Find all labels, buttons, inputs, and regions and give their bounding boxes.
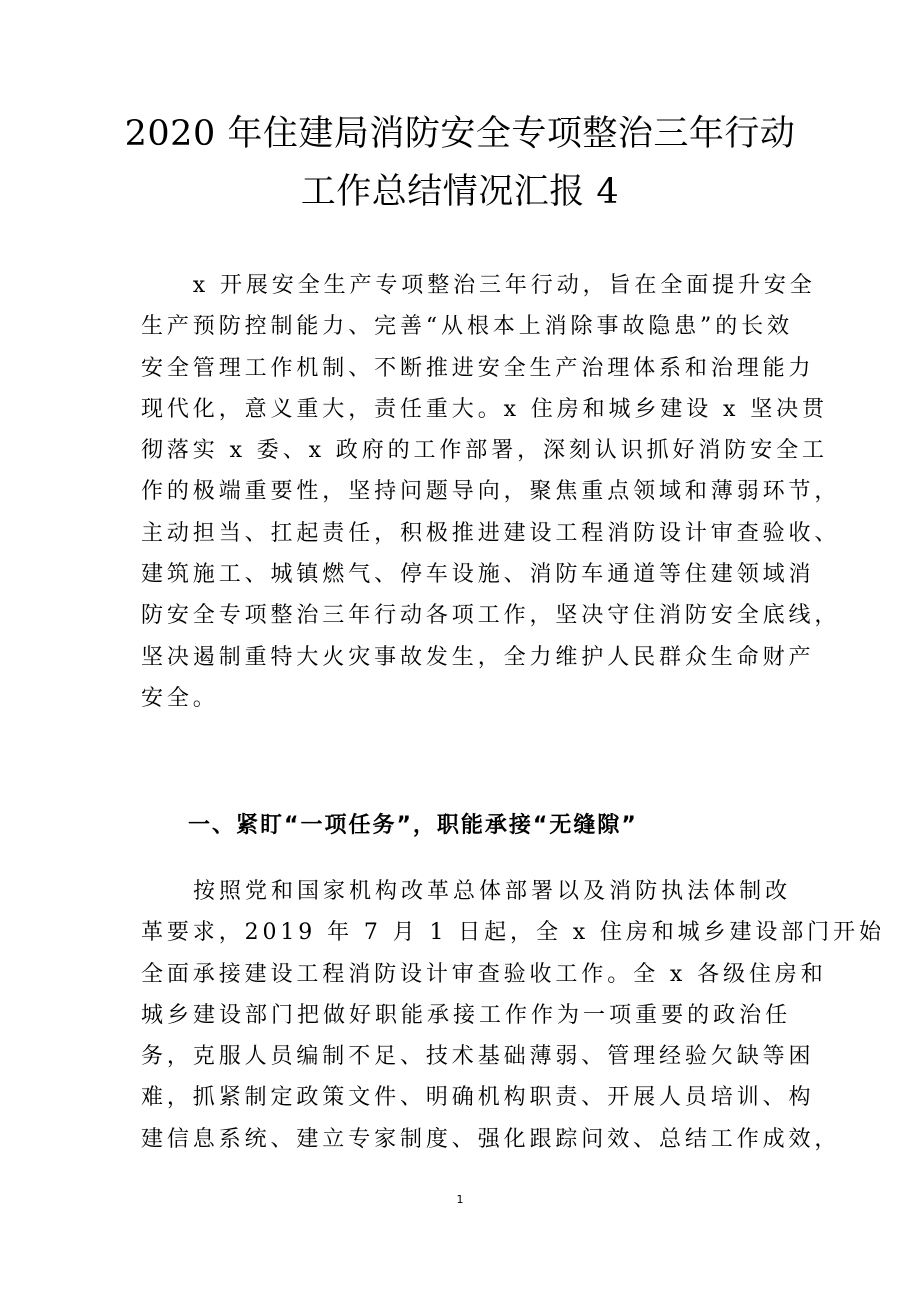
paragraph-line: x 开展安全生产专项整治三年行动，旨在全面提升安全 (141, 273, 816, 298)
section-1-heading: 一、紧盯“一项任务”，职能承接“无缝隙” (188, 813, 638, 838)
paragraph-line: 革要求，2019 年 7 月 1 日起，全 x 住房和城乡建设部门开始 (141, 920, 885, 946)
paragraph-line: 主动担当、扛起责任，积极推进建设工程消防设计审查验收、 (141, 520, 841, 546)
paragraph-line: 务，克服人员编制不足、技术基础薄弱、管理经验欠缺等困 (141, 1044, 815, 1070)
page-number: 1 (456, 1193, 464, 1206)
paragraph-line: 彻落实 x 委、x 政府的工作部署，深刻认识抓好消防安全工 (141, 438, 828, 464)
paragraph-line: 安全管理工作机制、不断推进安全生产治理体系和治理能力 (141, 355, 815, 381)
paragraph-line: 防安全专项整治三年行动各项工作，坚决守住消防安全底线， (141, 603, 841, 629)
paragraph-line: 城乡建设部门把做好职能承接工作作为一项重要的政治任 (141, 1002, 791, 1028)
paragraph-line: 安全。 (141, 685, 219, 711)
paragraph-line: 按照党和国家机构改革总体部署以及消防执法体制改 (141, 879, 791, 904)
paragraph-line: 现代化，意义重大，责任重大。x 住房和城乡建设 x 坚决贯 (141, 396, 828, 422)
paragraph-line: 难，抓紧制定政策文件、明确机构职责、开展人员培训、构 (141, 1085, 815, 1111)
paragraph-line: 建筑施工、城镇燃气、停车设施、消防车通道等住建领域消 (141, 562, 815, 588)
paragraph-line: 生产预防控制能力、完善“从根本上消除事故隐患”的长效 (141, 314, 793, 340)
document-title-line-2: 工作总结情况汇报 4 (300, 172, 620, 212)
paragraph-line: 坚决遏制重特大火灾事故发生，全力维护人民群众生命财产 (141, 644, 815, 670)
paragraph-line: 全面承接建设工程消防设计审查验收工作。全 x 各级住房和 (141, 961, 827, 987)
paragraph-2 (141, 871, 885, 1160)
paragraph-line: 建信息系统、建立专家制度、强化跟踪问效、总结工作成效， (141, 1126, 841, 1152)
paragraph-line: 作的极端重要性，坚持问题导向，聚焦重点领域和薄弱环节， (141, 479, 841, 505)
paragraph-1 (141, 265, 841, 719)
document-title-line-1: 2020 年住建局消防安全专项整治三年行动 (124, 114, 796, 154)
